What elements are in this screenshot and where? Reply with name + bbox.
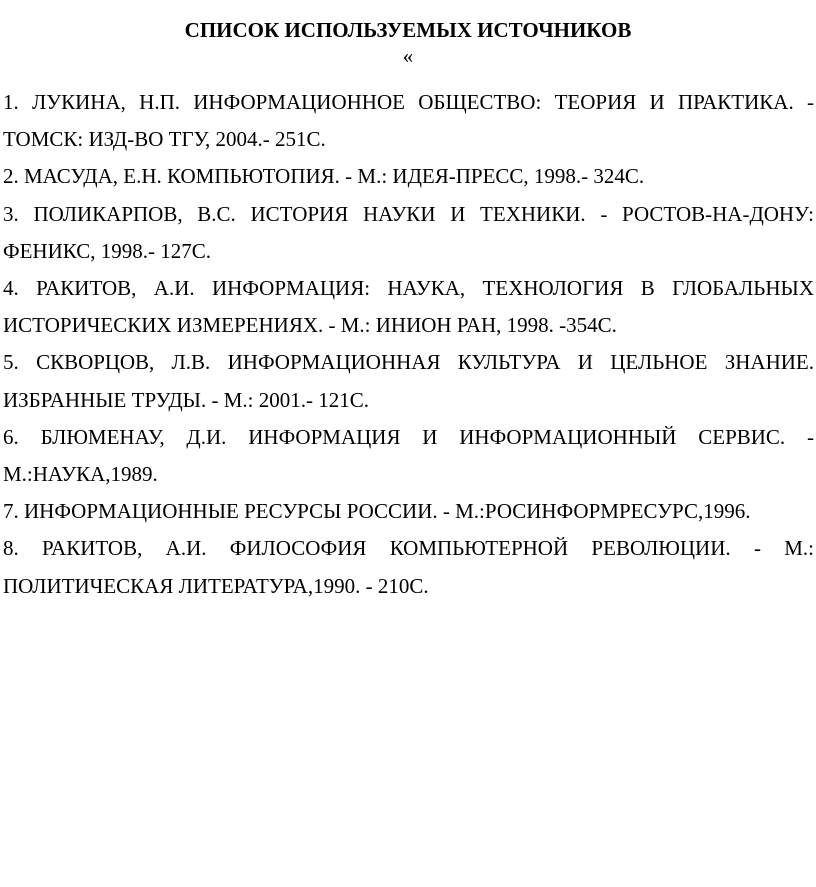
quotation-mark: «	[402, 44, 414, 68]
source-entry-4: 4. РАКИТОВ, А.И. ИНФОРМАЦИЯ: НАУКА, ТЕХНОЛОГИЯ В ГЛОБАЛЬНЫХ ИСТОРИЧЕСКИХ ИЗМЕРЕНИЯХ. - М.: ИНИОН РАН, 1998. -354С.	[3, 276, 814, 338]
source-entry-2: 2. МАСУДА, Е.Н. КОМПЬЮТОПИЯ. - М.: ИДЕЯ-ПРЕСС, 1998.- 324С.	[3, 164, 645, 189]
source-entry-1: 1. ЛУКИНА, Н.П. ИНФОРМАЦИОННОЕ ОБЩЕСТВО: ТЕОРИЯ И ПРАКТИКА. - ТОМСК: ИЗД-ВО ТГУ, 2004.- 251С.	[3, 90, 814, 152]
source-entry-8: 8. РАКИТОВ, А.И. ФИЛОСОФИЯ КОМПЬЮТЕРНОЙ РЕВОЛЮЦИИ. - М.: ПОЛИТИЧЕСКАЯ ЛИТЕРАТУРА,1990. - 210С.	[3, 536, 814, 598]
source-list	[3, 84, 814, 605]
source-entry-7: 7. ИНФОРМАЦИОННЫЕ РЕСУРСЫ РОССИИ. - М.:РОСИНФОРМРЕСУРС,1996.	[3, 499, 751, 524]
source-entry-5: 5. СКВОРЦОВ, Л.В. ИНФОРМАЦИОННАЯ КУЛЬТУРА И ЦЕЛЬНОЕ ЗНАНИЕ. ИЗБРАННЫЕ ТРУДЫ. - М.: 2001.- 121С.	[3, 350, 814, 412]
source-entry-3: 3. ПОЛИКАРПОВ, В.С. ИСТОРИЯ НАУКИ И ТЕХНИКИ. - РОСТОВ-НА-ДОНУ: ФЕНИКС, 1998.- 127С.	[3, 201, 814, 263]
page-title: СПИСОК ИСПОЛЬЗУЕМЫХ ИСТОЧНИКОВ	[184, 18, 632, 43]
source-entry-6: 6. БЛЮМЕНАУ, Д.И. ИНФОРМАЦИЯ И ИНФОРМАЦИОННЫЙ СЕРВИС. - М.:НАУКА,1989.	[3, 424, 814, 487]
